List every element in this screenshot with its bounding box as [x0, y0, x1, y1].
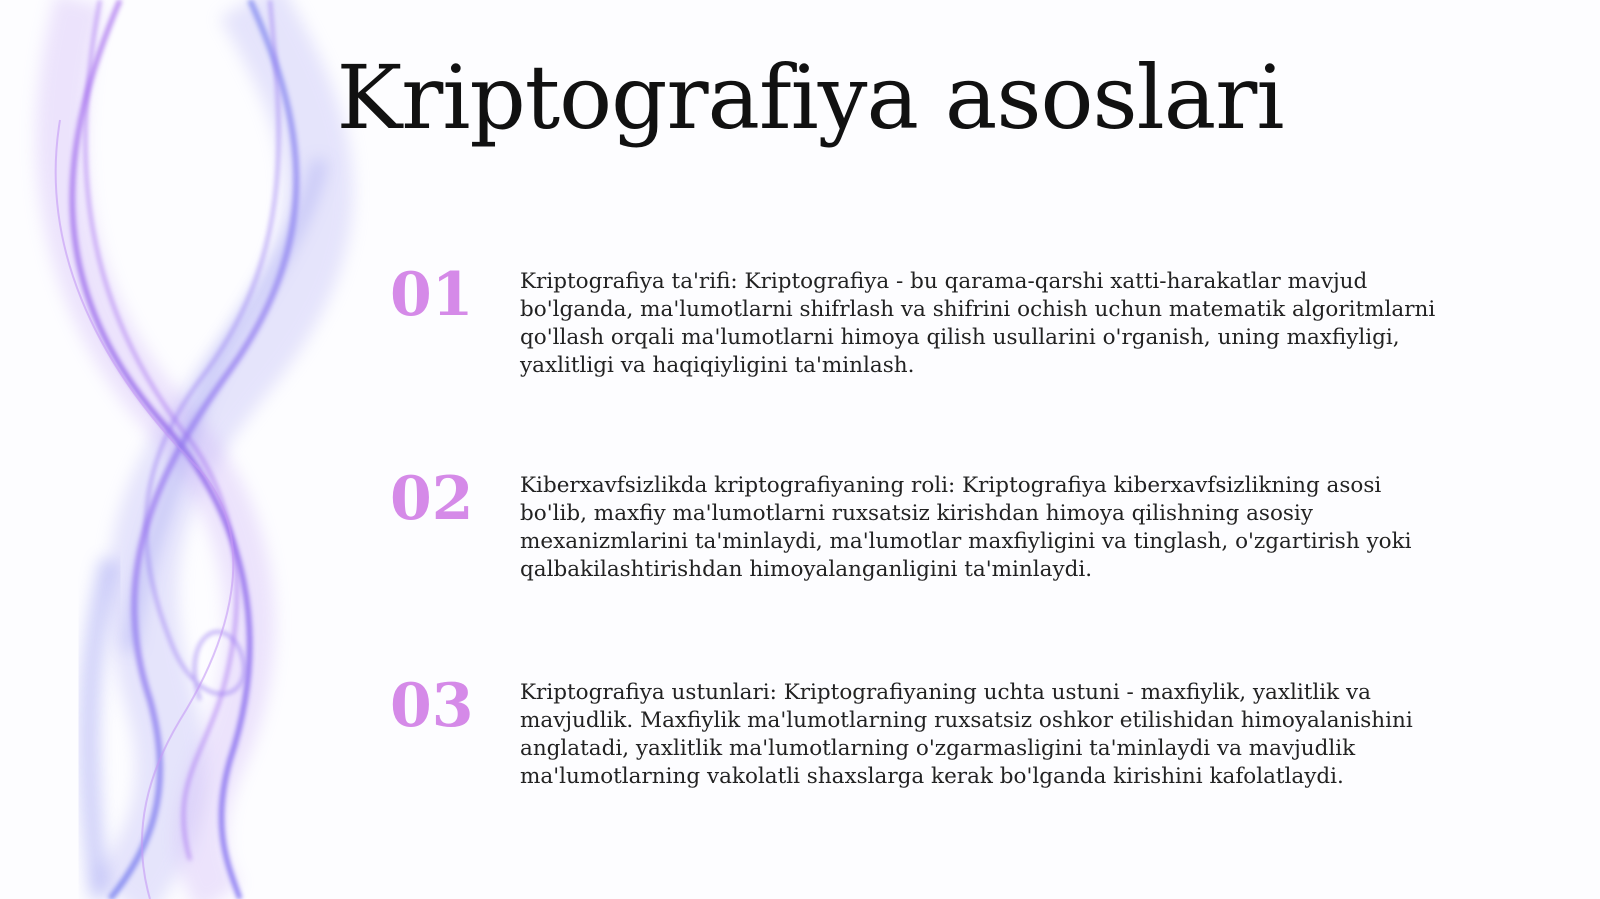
item-number: 03 — [390, 671, 474, 741]
item-number: 02 — [390, 464, 474, 534]
item-number: 01 — [390, 260, 474, 330]
item-text: Kriptografiya ustunlari: Kriptografiyaning uchta ustuni - maxfiylik, yaxlitlik va mavjudlik. Maxfiylik ma'lumotlarning ruxsatsiz oshkor etilishidan himoyalanishini anglatadi, yaxlitlik ma'lumotlarning o'zgarmasligini ta'minlaydi va mavjudlik ma'lumotlarning vakolatli shaxslarga kerak bo'lganda kirishini kafolatlaydi. — [520, 680, 1413, 789]
item-text: Kiberxavfsizlikda kriptografiyaning roli: Kriptografiya kiberxavfsizlikning asosi bo'lib, maxfiy ma'lumotlarni ruxsatsiz kirishdan himoya qilishning asosiy mexanizmlarini ta'minlaydi, ma'lumotlar maxfiyligini va tinglash, o'zgartirish yoki qalbakilashtirishdan himoyalanganligini ta'minlaydi. — [520, 473, 1412, 582]
item-text: Kriptografiya ta'rifi: Kriptografiya - bu qarama-qarshi xatti-harakatlar mavjud bo'lganda, ma'lumotlarni shifrlash va shifrini ochish uchun matematik algoritmlarni qo'llash orqali ma'lumotlarni himoya qilish usullarini o'rganish, uning maxfiyligi, yaxlitligi va haqiqiyligini ta'minlash. — [520, 269, 1436, 378]
slide-title: Kriptografiya asoslari — [336, 46, 1284, 149]
